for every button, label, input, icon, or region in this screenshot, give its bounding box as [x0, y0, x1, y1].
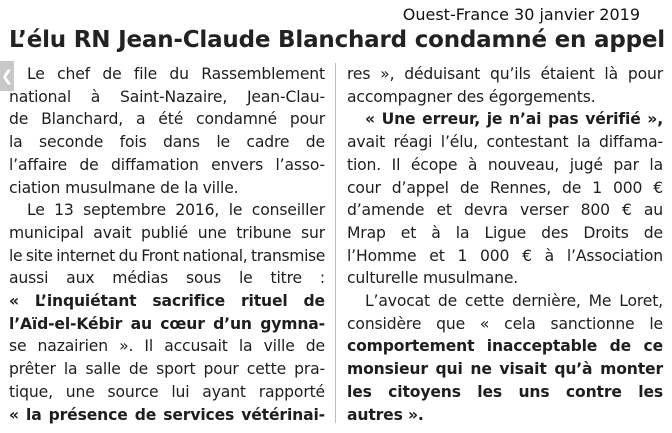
column-divider — [335, 63, 336, 423]
paragraph-lawyer — [347, 290, 663, 426]
text-line: le site internet du Front national, transmise — [9, 246, 325, 265]
article-headline: L’élu RN Jean-Claude Blanchard condamné en appel — [9, 27, 665, 53]
text-line: d’amende et devra verser 800 € au — [347, 201, 663, 220]
source-date: Ouest-France 30 janvier 2019 — [402, 5, 640, 24]
chevron-left-icon: ❮ — [0, 66, 14, 85]
text-line: tique, une source lui ayant rapporté — [9, 382, 325, 401]
text-line: tion. Il écope à nouveau, jugé par la — [347, 155, 663, 174]
text-line: Le 13 septembre 2016, le conseiller — [27, 201, 325, 220]
quote-line: « la présence de services vétérinai- — [9, 405, 325, 424]
quote-line: autres ». — [347, 405, 424, 424]
text-line: l’affaire de diffamation envers l’asso- — [9, 155, 325, 174]
text-line: national à Saint-Nazaire, Jean-Clau- — [9, 87, 325, 106]
text-line: culturelle musulmane. — [347, 269, 519, 288]
article-column-right — [347, 63, 663, 426]
quote-line: les citoyens les uns contre les — [347, 382, 663, 401]
text-line: se nazairien ». Il accusait la ville de — [9, 337, 325, 356]
text-line: Mrap et à la Ligue des Droits de — [347, 223, 663, 242]
paragraph-background — [9, 199, 325, 426]
text-line: L’avocat de cette dernière, Me Loret, — [365, 292, 663, 311]
quote-line: « Une erreur, je n’ai pas vérifié », — [365, 110, 663, 129]
text-line: aussi aux médias sous le titre : — [9, 269, 325, 288]
paragraph-intro — [9, 63, 325, 199]
text-line: l’Homme et 1 000 € à l’Association — [347, 246, 663, 265]
text-line: ciation musulmane de la ville. — [9, 178, 239, 197]
text-line: prêter la salle de sport pour cette pra- — [9, 360, 325, 379]
text-line: la seconde fois dans le cadre de — [9, 133, 325, 152]
text-line: considère que « cela sanctionne le — [347, 314, 663, 333]
text-line: de Blanchard, a été condamné pour — [9, 110, 325, 129]
quote-line: comportement inacceptable de ce — [347, 337, 663, 356]
quote-line: monsieur qui ne visait qu’à monter — [347, 360, 663, 379]
quote-line: « L’inquiétant sacrifice rituel de — [9, 292, 325, 311]
text-line: accompagner des égorgements. — [347, 87, 596, 106]
article-column-left — [9, 63, 325, 426]
text-line: Le chef de file du Rassemblement — [27, 65, 325, 83]
text-line: res », déduisant qu’ils étaient là pour — [347, 65, 663, 83]
paragraph-continuation — [347, 63, 663, 290]
text-line: avait réagi l’élu, contestant la diffama- — [347, 133, 663, 152]
text-line: municipal avait publié une tribune sur — [9, 223, 325, 242]
text-line: cour d’appel de Rennes, de 1 000 € — [347, 178, 663, 197]
quote-line: l’Aïd-el-Kébir au cœur d’un gymna- — [9, 314, 325, 333]
